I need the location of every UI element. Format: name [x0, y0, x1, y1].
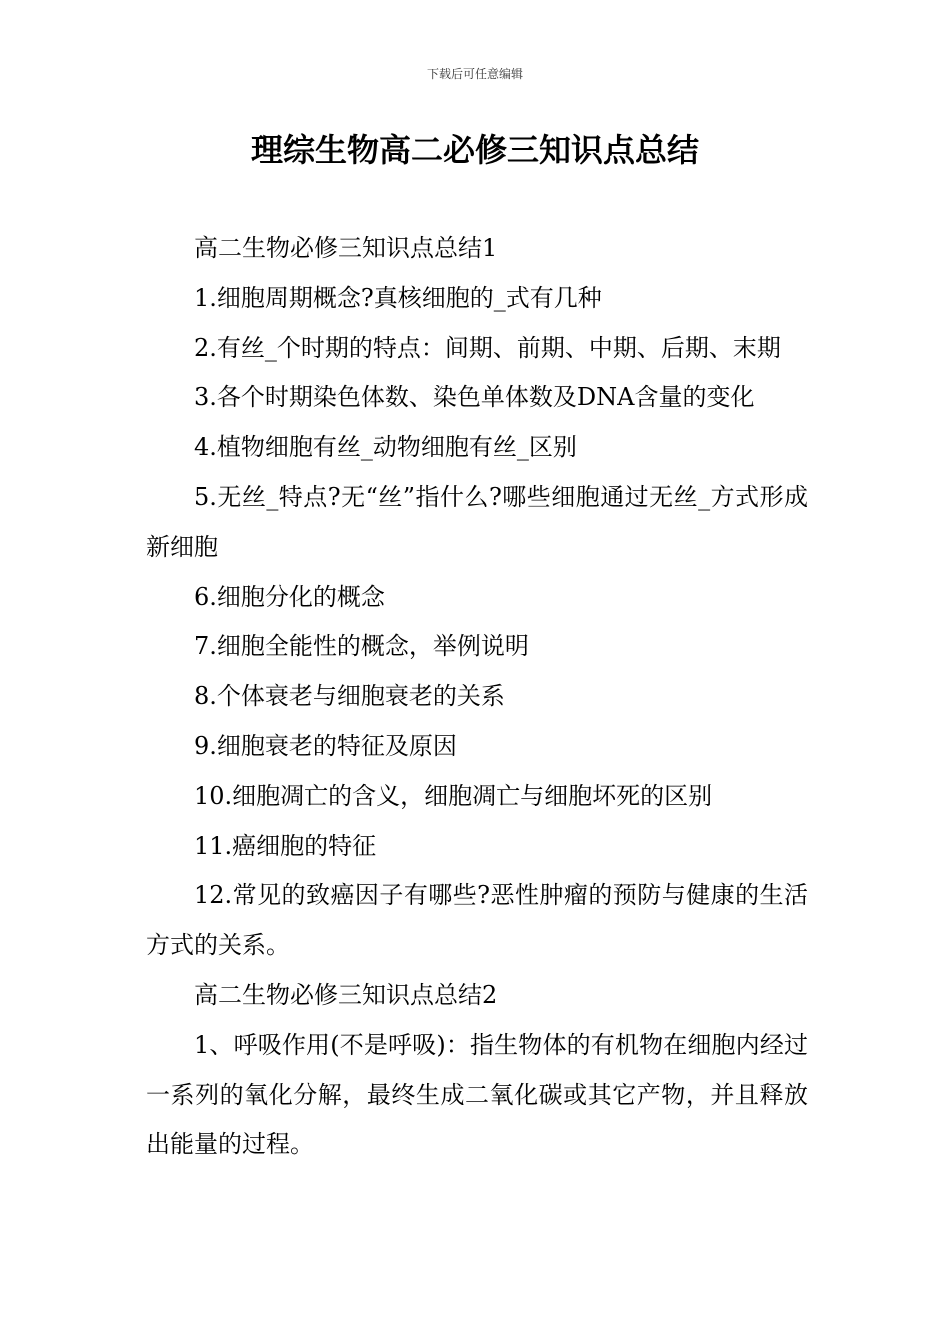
- list-item: 5.无丝_特点?无“丝”指什么?哪些细胞通过无丝_方式形成新细胞: [146, 482, 808, 561]
- section-heading-2: 高二生物必修三知识点总结2: [194, 980, 498, 1009]
- list-item: 1.细胞周期概念?真核细胞的_式有几种: [194, 283, 602, 312]
- section-heading-1: 高二生物必修三知识点总结1: [194, 234, 498, 262]
- list-item: 12.常见的致癌因子有哪些?恶性肿瘤的预防与健康的生活方式的关系。: [146, 881, 808, 960]
- list-item: 10.细胞凋亡的含义，细胞凋亡与细胞坏死的区别: [194, 781, 713, 810]
- list-item: 1、呼吸作用(不是呼吸)：指生物体的有机物在细胞内经过一系列的氧化分解，最终生成二氧化碳或其它产物，并且释放出能量的过程。: [146, 1030, 808, 1159]
- list-item: 6.细胞分化的概念: [194, 582, 385, 611]
- header-note: 下载后可任意编辑: [426, 67, 523, 81]
- list-item: 3.各个时期染色体数、染色单体数及DNA含量的变化: [194, 383, 755, 412]
- document-title: 理综生物高二必修三知识点总结: [250, 131, 699, 169]
- list-item: 11.癌细胞的特征: [194, 831, 377, 860]
- list-item: 7.细胞全能性的概念，举例说明: [194, 632, 529, 661]
- list-item: 4.植物细胞有丝_动物细胞有丝_区别: [194, 433, 577, 462]
- document-body: [146, 224, 808, 1170]
- list-item: 8.个体衰老与细胞衰老的关系: [194, 682, 505, 711]
- list-item: 9.细胞衰老的特征及原因: [194, 731, 457, 760]
- list-item: 2.有丝_个时期的特点：间期、前期、中期、后期、末期: [194, 333, 781, 362]
